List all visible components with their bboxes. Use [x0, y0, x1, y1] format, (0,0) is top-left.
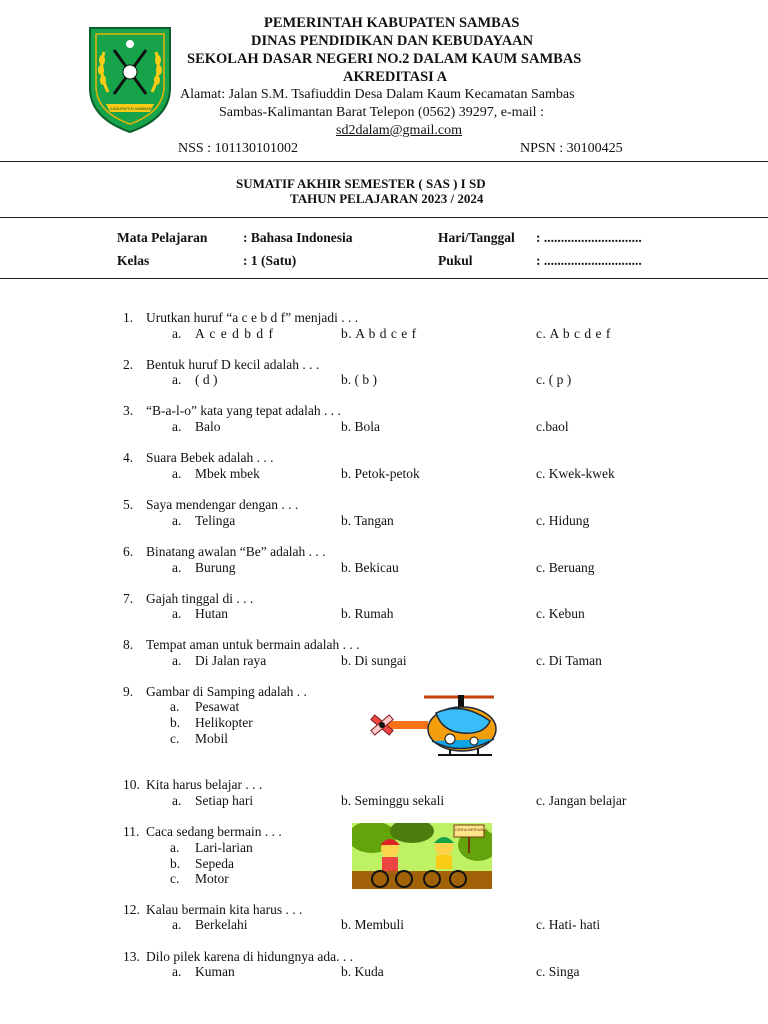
option-b[interactable]: b. Rumah: [341, 606, 394, 621]
time-label: Pukul: [438, 253, 473, 268]
option-c[interactable]: c. Kebun: [536, 606, 585, 621]
option-a[interactable]: A c e d b d f: [195, 326, 274, 341]
children-cycling-image: [352, 823, 492, 889]
exam-year: TAHUN PELAJARAN 2023 / 2024: [290, 191, 484, 206]
question-number: 11.: [123, 824, 140, 839]
question-text: Gajah tinggal di . . .: [146, 591, 254, 606]
nss-number: NSS : 101130101002: [178, 141, 299, 156]
class-value: : 1 (Satu): [243, 253, 297, 268]
header-line-4: AKREDITASI A: [343, 69, 448, 85]
option-letter-a: a.: [170, 840, 180, 855]
option-a[interactable]: Balo: [195, 419, 221, 434]
header-divider: [0, 161, 768, 162]
day-value: : .............................: [536, 230, 642, 245]
subject-value: : Bahasa Indonesia: [243, 230, 353, 245]
title-divider: [0, 217, 768, 218]
question-text: Kalau bermain kita harus . . .: [146, 902, 303, 917]
question-number: 6.: [123, 544, 134, 559]
option-c[interactable]: c. Jangan belajar: [536, 793, 627, 808]
question-text: Tempat aman untuk bermain adalah . . .: [146, 637, 360, 652]
question-text: Gambar di Samping adalah . .: [146, 684, 307, 699]
option-letter-a: a.: [172, 917, 182, 932]
option-b[interactable]: b. Tangan: [341, 513, 394, 528]
info-divider: [0, 278, 768, 279]
option-letter-a: a.: [172, 793, 182, 808]
option-letter-a: a.: [172, 466, 182, 481]
time-value: : .............................: [536, 253, 642, 268]
option-letter-a: a.: [172, 560, 182, 575]
option-letter-a: a.: [172, 653, 182, 668]
option-letter-c: c.: [170, 731, 180, 746]
option-a[interactable]: Berkelahi: [195, 917, 248, 932]
question-text: Suara Bebek adalah . . .: [146, 450, 274, 465]
header-line-3: SEKOLAH DASAR NEGERI NO.2 DALAM KAUM SAMBAS: [187, 51, 582, 67]
question-number: 3.: [123, 403, 134, 418]
option-a[interactable]: Telinga: [195, 513, 236, 528]
question-number: 8.: [123, 637, 134, 652]
option-b[interactable]: b. Kuda: [341, 964, 384, 979]
option-b[interactable]: Helikopter: [195, 715, 253, 730]
question-text: “B-a-l-o” kata yang tepat adalah . . .: [146, 403, 341, 418]
logo-banner-text: KABUPATEN SAMBAS: [110, 106, 152, 111]
address-line-1: Alamat: Jalan S.M. Tsafiuddin Desa Dalam Kaum Kecamatan Sambas: [180, 87, 575, 102]
option-c[interactable]: c. Kwek-kwek: [536, 466, 615, 481]
option-c[interactable]: Mobil: [195, 731, 229, 746]
option-letter-a: a.: [170, 699, 180, 714]
question-number: 7.: [123, 591, 134, 606]
option-letter-b: b.: [170, 715, 181, 730]
class-label: Kelas: [117, 253, 150, 268]
address-line-2: Sambas-Kalimantan Barat Telepon (0562) 39297, e-mail :: [219, 105, 544, 120]
question-text: Urutkan huruf “a c e b d f” menjadi . . .: [146, 310, 359, 325]
option-a[interactable]: Di Jalan raya: [195, 653, 267, 668]
option-b[interactable]: b. Bekicau: [341, 560, 399, 575]
question-text: Binatang awalan “Be” adalah . . .: [146, 544, 326, 559]
option-a[interactable]: ( d ): [195, 372, 218, 387]
subject-label: Mata Pelajaran: [117, 230, 208, 245]
npsn-number: NPSN : 30100425: [520, 141, 623, 156]
option-c[interactable]: c. Beruang: [536, 560, 595, 575]
option-letter-a: a.: [172, 372, 182, 387]
option-c[interactable]: c. Hidung: [536, 513, 590, 528]
regency-logo: [84, 22, 176, 134]
question-text: Dilo pilek karena di hidungnya ada. . .: [146, 949, 353, 964]
option-b[interactable]: b. Di sungai: [341, 653, 407, 668]
option-a[interactable]: Pesawat: [195, 699, 240, 714]
option-c[interactable]: c. A b c d e f: [536, 326, 611, 341]
question-text: Caca sedang bermain . . .: [146, 824, 282, 839]
option-c[interactable]: Motor: [195, 871, 229, 886]
option-c[interactable]: c. Singa: [536, 964, 580, 979]
day-label: Hari/Tanggal: [438, 230, 515, 245]
question-text: Kita harus belajar . . .: [146, 777, 263, 792]
header-line-1: PEMERINTAH KABUPATEN SAMBAS: [264, 15, 520, 31]
question-number: 12.: [123, 902, 140, 917]
helicopter-image: [366, 691, 506, 761]
option-letter-b: b.: [170, 856, 181, 871]
option-b[interactable]: Sepeda: [195, 856, 234, 871]
question-number: 9.: [123, 684, 134, 699]
option-b[interactable]: b. ( b ): [341, 372, 377, 387]
question-text: Bentuk huruf D kecil adalah . . .: [146, 357, 320, 372]
option-c[interactable]: c. Di Taman: [536, 653, 602, 668]
option-b[interactable]: b. Membuli: [341, 917, 404, 932]
header-line-2: DINAS PENDIDIKAN DAN KEBUDAYAAN: [251, 33, 534, 49]
option-letter-a: a.: [172, 513, 182, 528]
option-letter-c: c.: [170, 871, 180, 886]
sign-text: CERIA BERSAMA: [455, 827, 488, 832]
question-number: 5.: [123, 497, 134, 512]
question-text: Saya mendengar dengan . . .: [146, 497, 299, 512]
option-c[interactable]: c.baol: [536, 419, 569, 434]
option-a[interactable]: Mbek mbek: [195, 466, 260, 481]
option-a[interactable]: Hutan: [195, 606, 228, 621]
option-letter-a: a.: [172, 964, 182, 979]
question-number: 2.: [123, 357, 134, 372]
option-a[interactable]: Burung: [195, 560, 236, 575]
exam-title: SUMATIF AKHIR SEMESTER ( SAS ) I SD: [236, 176, 486, 191]
option-b[interactable]: b. Seminggu sekali: [341, 793, 445, 808]
option-b[interactable]: b. Bola: [341, 419, 380, 434]
question-number: 4.: [123, 450, 134, 465]
option-c[interactable]: c. Hati- hati: [536, 917, 601, 932]
email-link[interactable]: sd2dalam@gmail.com: [336, 123, 463, 138]
question-number: 1.: [123, 310, 134, 325]
option-b[interactable]: b. Petok-petok: [341, 466, 420, 481]
option-a[interactable]: Setiap hari: [195, 793, 254, 808]
option-a[interactable]: Lari-larian: [195, 840, 253, 855]
question-number: 13.: [123, 949, 140, 964]
option-letter-a: a.: [172, 419, 182, 434]
option-b[interactable]: b. A b d c e f: [341, 326, 417, 341]
question-number: 10.: [123, 777, 140, 792]
option-letter-a: a.: [172, 606, 182, 621]
option-c[interactable]: c. ( p ): [536, 372, 572, 387]
option-letter-a: a.: [172, 326, 182, 341]
option-a[interactable]: Kuman: [195, 964, 235, 979]
